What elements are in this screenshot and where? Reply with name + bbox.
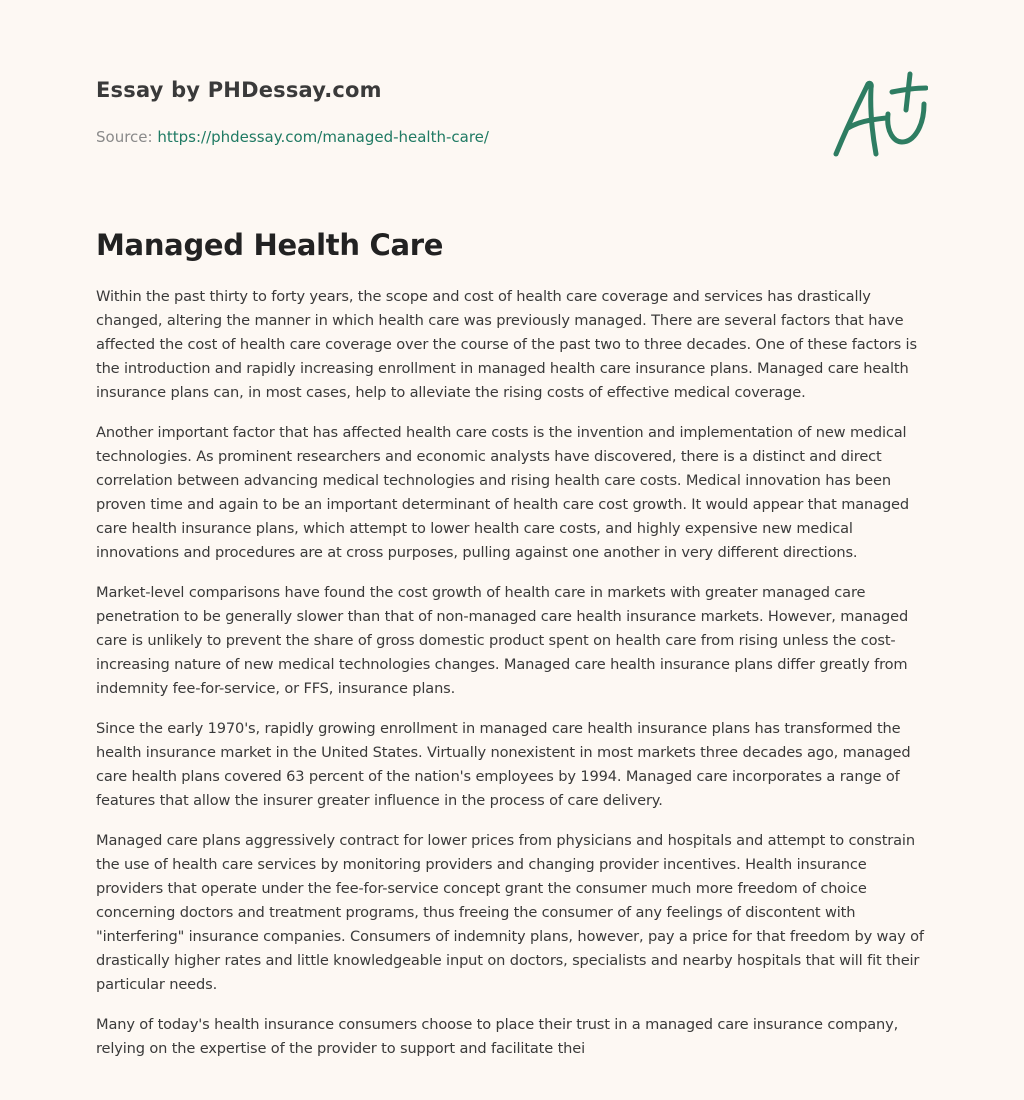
essay-paragraph: Managed care plans aggressively contract for lower prices from physicians and hospitals and attempt to constrain the use of health care services by monitoring providers and changing provider incentives. Health insurance providers that operate under the fee-for-service concept grant the consumer much more freedom of choice concerning doctors and treatment programs, thus freeing the consumer of any feelings of discontent with "interfering" insurance companies. Consumers of indemnity plans, however, pay a price for that freedom by way of drastically higher rates and little knowledgeable input on doctors, specialists and nearby hospitals that will fit their particular needs. <box>96 832 924 993</box>
essay-paragraph: Market-level comparisons have found the cost growth of health care in markets with greater managed care penetration to be generally slower than that of non-managed care health insurance markets. However, managed care is unlikely to prevent the share of gross domestic product spent on health care from rising unless the cost-increasing nature of new medical technologies changes. Managed care health insurance plans differ greatly from indemnity fee-for-service, or FFS, insurance plans. <box>96 584 909 697</box>
essay-title: Managed Health Care <box>96 228 444 262</box>
source-link[interactable]: https://phdessay.com/managed-health-care/ <box>157 128 489 146</box>
site-title: Essay by PHDessay.com <box>96 78 382 102</box>
essay-paragraph: Many of today's health insurance consumers choose to place their trust in a managed care insurance company, relying on the expertise of the provider to support and facilitate thei <box>96 1016 899 1057</box>
source-line <box>96 127 928 147</box>
essay-paragraph: Within the past thirty to forty years, the scope and cost of health care coverage and services has drastically changed, altering the manner in which health care was previously managed. There are several factors that have affected the cost of health care coverage over the course of the past two to three decades. One of these factors is the introduction and rapidly increasing enrollment in managed health care insurance plans. Managed care health insurance plans can, in most cases, help to alleviate the rising costs of effective medical coverage. <box>96 288 917 401</box>
source-label: Source: <box>96 128 153 146</box>
essay-body <box>96 285 932 1077</box>
page-header <box>96 76 928 196</box>
essay-paragraph: Since the early 1970's, rapidly growing enrollment in managed care health insurance plans has transformed the health insurance market in the United States. Virtually nonexistent in most markets three decades ago, managed care health plans covered 63 percent of the nation's employees by 1994. Managed care incorporates a range of features that allow the insurer greater influence in the process of care delivery. <box>96 720 911 809</box>
a-plus-logo-icon <box>828 70 928 162</box>
essay-paragraph: Another important factor that has affected health care costs is the invention and implementation of new medical technologies. As prominent researchers and economic analysts have discovered, there is a distinct and direct correlation between advancing medical technologies and rising health care costs. Medical innovation has been proven time and again to be an important determinant of health care cost growth. It would appear that managed care health insurance plans, which attempt to lower health care costs, and highly expensive new medical innovations and procedures are at cross purposes, pulling against one another in very different directions. <box>96 424 909 561</box>
